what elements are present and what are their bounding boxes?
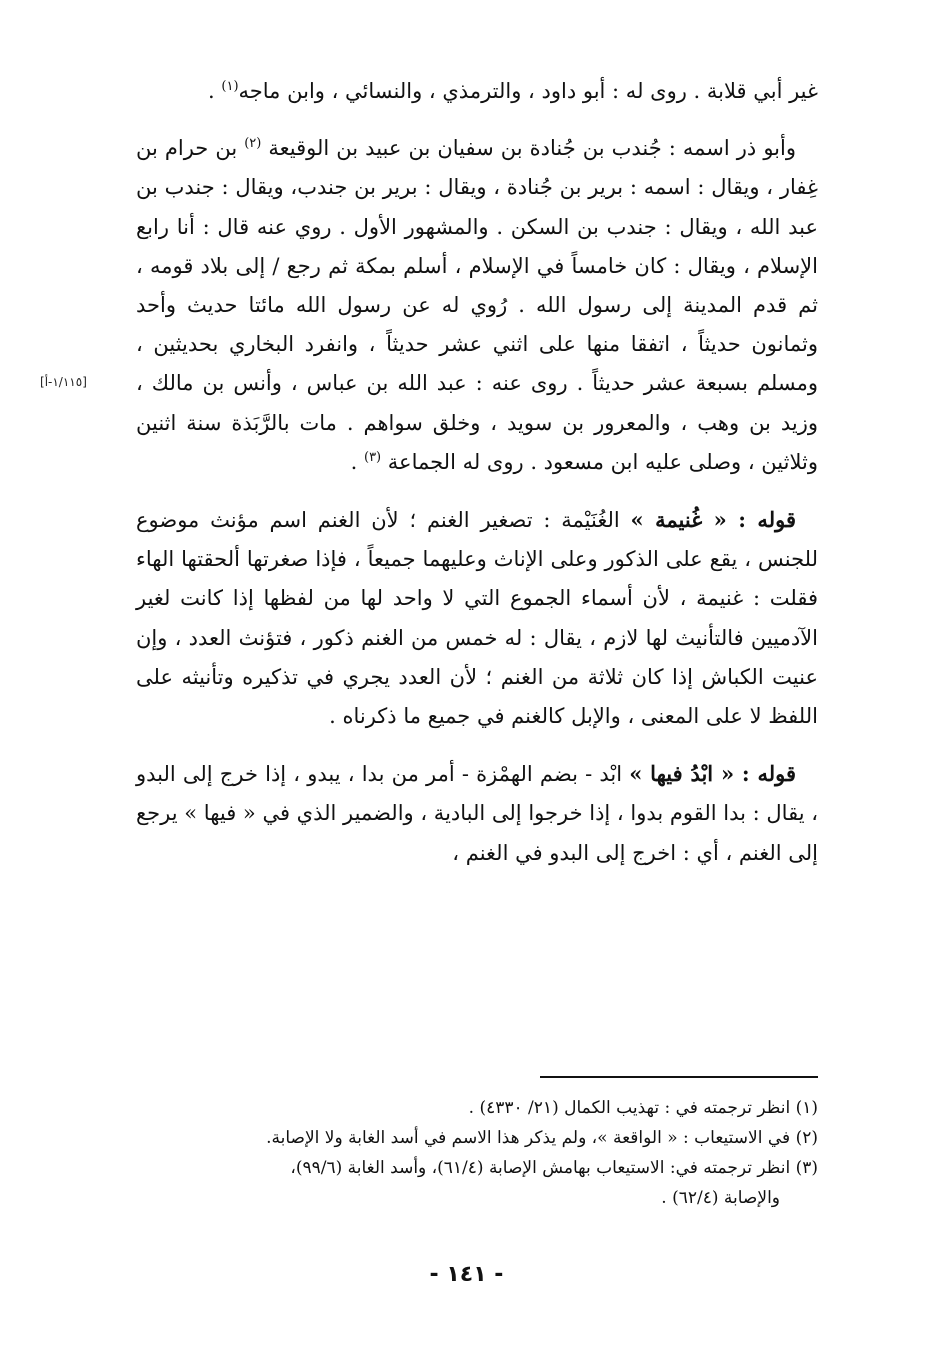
paragraph-2-text-a: وأبو ذر اسمه : جُندب بن جُنادة بن سفيان بن عبيد بن الوقيعة [261,136,796,161]
manuscript-folio-reference: [١/١١٥-أ] [40,375,87,389]
paragraph-2-text-b: بن حرام بن غِفار ، ويقال : اسمه : برير بن جُنادة ، ويقال : برير بن جندب، ويقال : جندب بن عبد الله ، ويقال : جندب بن السكن . والمشهور الأول . روي عنه قال : أنا رابع الإسلام ، ويقال : كان خامساً في الإسلام ، أسلم بمكة ثم رجع / إلى بلاد قومه ، ثم قدم المدينة إلى رسول الله . رُوي له عن رسول الله مائتا حديث وأحد وثمانون حديثاً ، اتفقا منها على اثني عشر حديثاً ، وانفرد البخاري بحديثين ، ومسلم بسبعة عشر حديثاً . روى عنه : عبد الله بن عباس ، وأنس بن مالك ، وزيد بن وهب ، والمعرور بن سويد ، وخلق سواهم . مات بالرَّبَذة سنة اثنين وثلاثين ، وصلى عليه ابن مسعود . روى له الجماعة [136,136,818,474]
footnotes [130,1093,818,1213]
footnote-marker-3[interactable]: (٣) [363,449,382,465]
footnote-separator [540,1076,818,1078]
footnote-marker-2[interactable]: (٢) [244,136,262,152]
paragraph-4 [136,754,818,873]
page-number: - ١٤١ - [429,1262,504,1287]
paragraph-2-end: . [350,449,364,474]
footnote-3: (٣) انظر ترجمته في: الاستيعاب بهامش الإصابة (٦١/٤)، وأسد الغابة (٩٩/٦)، [290,1158,818,1178]
paragraph-3 [136,500,818,736]
footnote-2: (٢) في الاستيعاب : « الواقعة »، ولم يذكر هذا الاسم في أسد الغابة ولا الإصابة. [266,1128,818,1148]
main-text [136,72,818,891]
paragraph-4-keyword: قوله : « ابْدُ فيها » [629,761,796,787]
footnote-1: (١) انظر ترجمته في : تهذيب الكمال (٢١/ ٤٣٣٠) . [468,1098,818,1118]
paragraph-1-end: . [208,79,222,103]
paragraph-2 [136,129,818,482]
paragraph-3-text: الغُنَيْمة : تصغير الغنم ؛ لأن الغنم اسم مؤنث موضوع للجنس ، يقع على الذكور وعلى الإناث وعليهما جميعاً ، فإذا صغرتها ألحقتها الهاء فقلت : غنيمة ، لأن أسماء الجموع التي لا واحد لها من لفظها إذا كانت لغير الآدميين فالتأنيث لها لازم ، يقال : له خمس من الغنم ذكور ، فتؤنث العدد ، وإن عنيت الكباش إذا كان ثلاثة من الغنم ؛ لأن العدد يجري في تذكيره وتأنيثه على اللفظ لا على المعنى ، والإبل كالغنم في جميع ما ذكرناه . [136,508,818,729]
paragraph-1 [136,72,818,111]
paragraph-1-text: غير أبي قلابة . روى له : أبو داود ، والترمذي ، والنسائي ، وابن ماجه [238,79,818,103]
paragraph-3-keyword: قوله : « غُنيمة » [630,507,796,533]
paragraph-4-text: ابْد - بضم الهمْزة - أمر من بدا ، يبدو ، إذا خرج إلى البدو ، يقال : بدا القوم بدوا ، إذا خرجوا إلى البادية ، والضمير الذي في « فيها » يرجع إلى الغنم ، أي : اخرج إلى البدو في الغنم ، [136,762,818,865]
footnote-3-continuation: والإصابة (٦٢/٤) . [661,1188,780,1208]
footnote-marker-1[interactable]: (١) [221,79,239,94]
